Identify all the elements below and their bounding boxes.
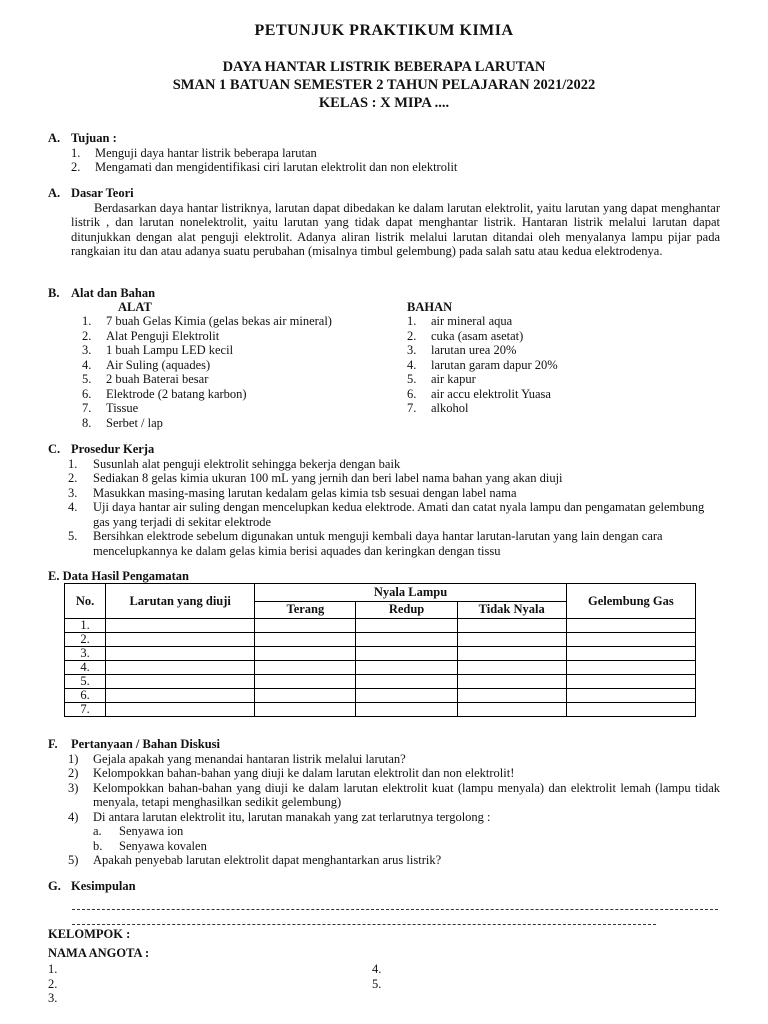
list-item: 8. Serbet / lap [82, 415, 163, 430]
section-heading: Dasar Teori [71, 186, 134, 200]
table-row: 2. [65, 633, 696, 647]
section-heading: Kesimpulan [71, 879, 136, 893]
list-item: 7. Tissue [82, 401, 139, 415]
list-item: 1. Menguji daya hantar listrik beberapa larutan [71, 145, 317, 160]
observation-table [64, 583, 696, 717]
list-item: 3) Kelompokkan bahan-bahan yang diuji ke dalam larutan elektrolit kuat (lampu menyala) dan elektrolit lemah (lampu tidak menyala, tetapi menghasilkan sedikit gelembung) [68, 780, 720, 809]
subtitle-line: SMAN 1 BATUAN SEMESTER 2 TAHUN PELAJARAN 2021/2022 [172, 77, 596, 93]
bahan-label: BAHAN [407, 300, 453, 314]
list-item: 3. [48, 991, 58, 1005]
list-item: 3. Masukkan masing-masing larutan kedalam gelas kimia tsb sesuai dengan label nama [68, 485, 517, 500]
theory-paragraph: Berdasarkan daya hantar listriknya, larutan dapat dibedakan ke dalam larutan elektrolit, yaitu larutan yang dapat menghantar listrik , dan larutan nonelektrolit, yaitu larutan yang tidak dapat menghantar listrik. Hantaran listrik melalui larutan dapat ditunjukkan dengan alat penguji elektrolit. Adanya aliran listrik melalui larutan ditandai oleh menyalanya lampu pijar pada rangkaian itu dan atau adanya suatu perubahan (misalnya timbul gelembung) pada salah satu atau kedua elektrodenya. [71, 200, 720, 258]
subtitle [0, 58, 768, 112]
section-letter: C. [48, 442, 61, 456]
table-row: 6. [65, 689, 696, 703]
section-letter: A. [48, 186, 61, 200]
list-item: 5) Apakah penyebab larutan elektrolit dapat menghantarkan arus listrik? [68, 853, 442, 867]
subtitle-line: KELAS : X MIPA .... [318, 95, 450, 111]
page-title: PETUNJUK PRAKTIKUM KIMIA [254, 22, 514, 39]
section-kesimpulan [48, 879, 720, 925]
section-letter: A. [48, 131, 61, 145]
table-row: 5. [65, 675, 696, 689]
list-item: 5. [372, 976, 382, 991]
anggota-right [372, 962, 381, 991]
list-item: a. Senyawa ion [93, 824, 184, 838]
section-prosedur [48, 442, 720, 558]
table-row: 1. [65, 619, 696, 633]
list-item: 1) Gejala apakah yang menandai hantaran listrik melalui larutan? [68, 751, 406, 766]
data-heading: E. Data Hasil Pengamatan [48, 569, 189, 583]
section-heading: Tujuan : [71, 131, 117, 145]
table-row: 4. [65, 661, 696, 675]
section-letter: G. [48, 879, 61, 893]
list-item: 7. alkohol [407, 401, 469, 415]
list-item: 5. Bersihkan elektrode sebelum digunakan untuk menguji kembali daya hantar larutan-larutan yang lain dengan cara mencelupkannya ke dalam gelas kimia berisi aquades dan keringkan dengan tissu [68, 529, 663, 558]
list-item: 1. air mineral aqua [407, 314, 513, 328]
kelompok-label: KELOMPOK : [48, 927, 131, 941]
section-letter: F. [48, 737, 58, 751]
list-item: 4. Air Suling (aquades) [82, 357, 211, 372]
section-tujuan [48, 131, 720, 175]
section-heading: Alat dan Bahan [71, 286, 156, 300]
list-item: 4. larutan garam dapur 20% [407, 357, 558, 372]
list-item: 1. 7 buah Gelas Kimia (gelas bekas air mineral) [82, 314, 332, 328]
table-row: 3. [65, 647, 696, 661]
section-heading: Prosedur Kerja [71, 442, 155, 456]
list-item: 1. Susunlah alat penguji elektrolit sehingga bekerja dengan baik [68, 456, 401, 471]
list-item: 4. Uji daya hantar air suling dengan mencelupkan kedua elektrode. Amati dan catat nyala lampu dan pengamatan gelembung gas yang terjadi di sekitar elektrode [68, 500, 705, 529]
subtitle-line: DAYA HANTAR LISTRIK BEBERAPA LARUTAN [222, 59, 546, 75]
col-gelembung: Gelembung Gas [566, 584, 695, 619]
col-larutan: Larutan yang diuji [106, 584, 255, 619]
answer-line [72, 897, 718, 910]
bahan-list [407, 314, 707, 416]
answer-line [72, 912, 656, 925]
list-item: 3. larutan urea 20% [407, 343, 517, 357]
list-item: 2. Sediakan 8 gelas kimia ukuran 100 mL yang jernih dan beri label nama bahan yang akan diuji [68, 471, 563, 485]
section-heading: Pertanyaan / Bahan Diskusi [71, 737, 220, 751]
list-item: 6. air accu elektrolit Yuasa [407, 386, 551, 401]
list-item: 2. [48, 976, 58, 991]
list-item: 5. 2 buah Baterai besar [82, 372, 209, 386]
col-nyala: Nyala Lampu [255, 584, 566, 602]
list-item: 2. Mengamati dan mengidentifikasi ciri larutan elektrolit dan non elektrolit [71, 160, 458, 174]
list-item: 6. Elektrode (2 batang karbon) [82, 386, 247, 401]
col-no: No. [65, 584, 106, 619]
list-item: 2. Alat Penguji Elektrolit [82, 328, 220, 343]
alat-label: ALAT [118, 300, 152, 314]
section-pertanyaan [48, 737, 720, 868]
col-tidak-nyala: Tidak Nyala [457, 601, 566, 619]
list-item: 5. air kapur [407, 372, 476, 386]
list-item: 1. [48, 962, 58, 976]
list-item: b. Senyawa kovalen [93, 838, 207, 853]
list-item: 4) Di antara larutan elektrolit itu, larutan manakah yang zat terlarutnya tergolong : [68, 809, 491, 824]
section-alat-bahan [48, 286, 720, 430]
list-item: 2. cuka (asam asetat) [407, 328, 524, 343]
col-terang: Terang [255, 601, 356, 619]
table-row: 7. [65, 703, 696, 717]
list-item: 3. 1 buah Lampu LED kecil [82, 343, 234, 357]
section-letter: B. [48, 286, 60, 300]
list-item: 2) Kelompokkan bahan-bahan yang diuji ke dalam larutan elektrolit dan non elektrolit! [68, 766, 515, 780]
col-redup: Redup [356, 601, 457, 619]
list-item: 4. [372, 962, 382, 976]
nama-anggota-label: NAMA ANGOTA : [48, 946, 150, 960]
anggota-left [48, 962, 57, 1006]
alat-list [82, 314, 402, 430]
section-dasar-teori [48, 186, 720, 259]
